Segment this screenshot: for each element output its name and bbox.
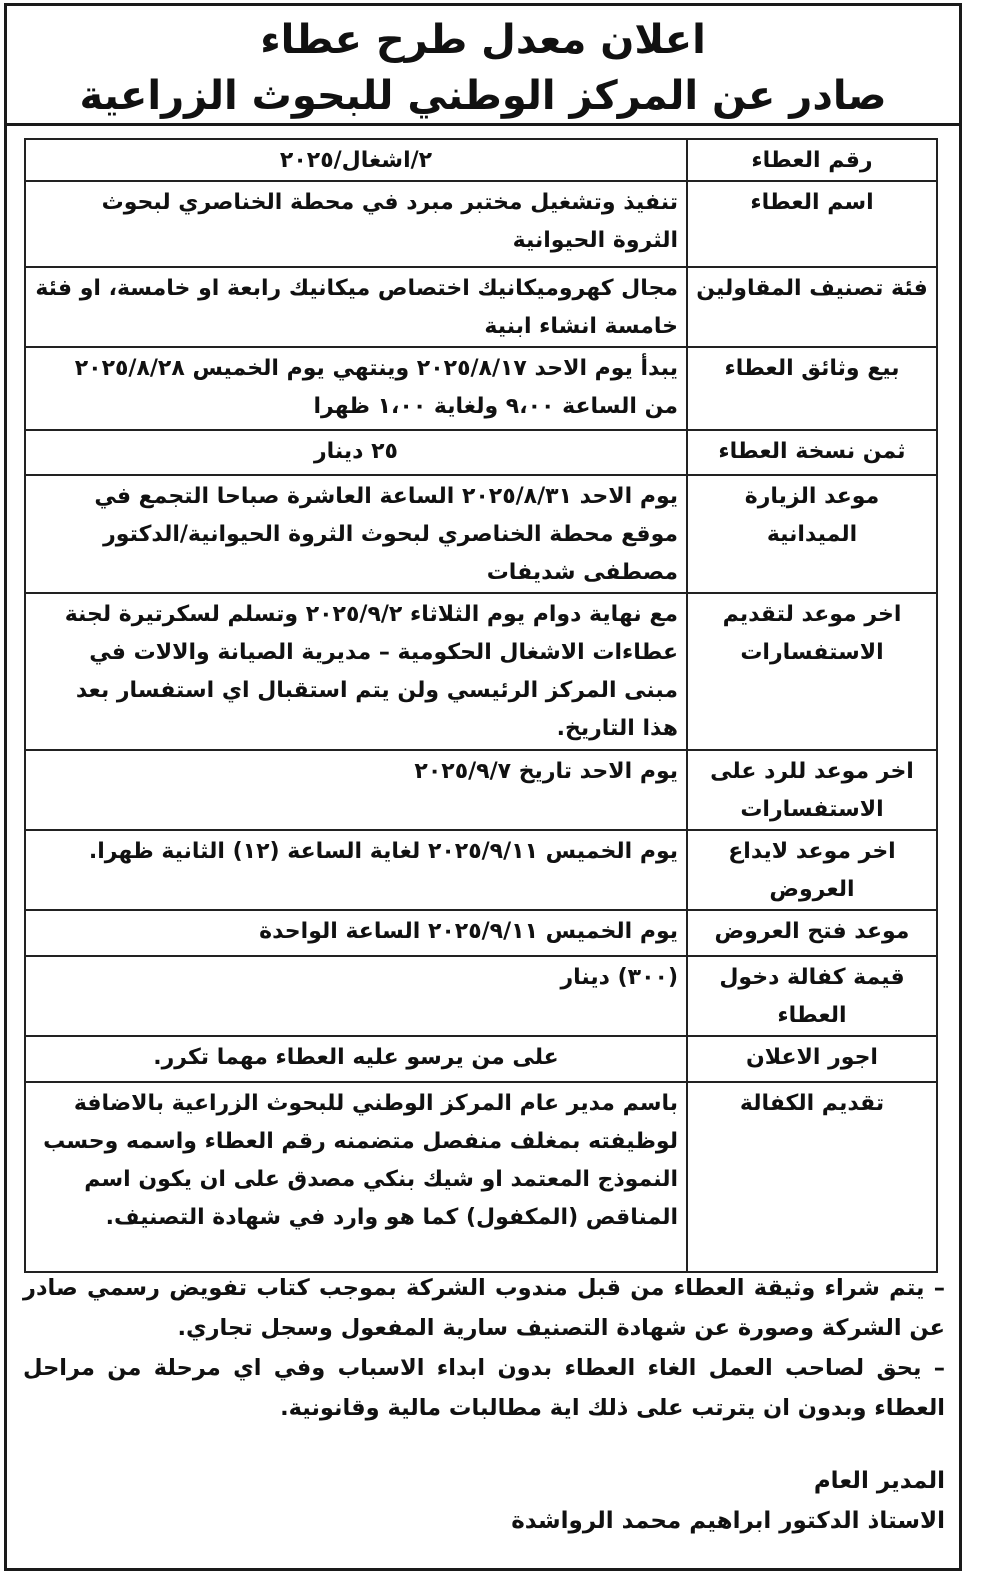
- table-row: [25, 1082, 937, 1272]
- row-label: موعد الزيارة الميدانية: [687, 475, 937, 593]
- row-value: ٢٥ دينار: [25, 430, 687, 475]
- signatory-name: الاستاذ الدكتور ابراهيم محمد الرواشدة: [511, 1508, 945, 1534]
- row-value: على من يرسو عليه العطاء مهما تكرر.: [25, 1036, 687, 1082]
- row-label: تقديم الكفالة: [687, 1082, 937, 1272]
- signatory-title: المدير العام: [813, 1468, 945, 1494]
- row-value: (٣٠٠) دينار: [25, 956, 687, 1036]
- row-label: اجور الاعلان: [687, 1036, 937, 1082]
- row-label: قيمة كفالة دخول العطاء: [687, 956, 937, 1036]
- row-value: يوم الاحد تاريخ ٢٠٢٥/٩/٧: [25, 750, 687, 830]
- issuer-title: صادر عن المركز الوطني للبحوث الزراعية: [79, 73, 887, 119]
- tender-details-table: [24, 138, 938, 1273]
- announcement-title: اعلان معدل طرح عطاء: [260, 17, 706, 63]
- announcement-page: [4, 3, 962, 1571]
- row-label: بيع وثائق العطاء: [687, 347, 937, 430]
- row-label: فئة تصنيف المقاولين: [687, 267, 937, 347]
- table-row: [25, 475, 937, 593]
- row-label: موعد فتح العروض: [687, 910, 937, 956]
- table-row: [25, 593, 937, 750]
- table-row: [25, 267, 937, 347]
- table-row: [25, 139, 937, 181]
- table-row: [25, 830, 937, 910]
- row-value: تنفيذ وتشغيل مختبر مبرد في محطة الخناصري لبحوث الثروة الحيوانية: [25, 181, 687, 267]
- row-value: باسم مدير عام المركز الوطني للبحوث الزراعية بالاضافة لوظيفته بمغلف منفصل متضمنه رقم العطاء واسمه وحسب النموذج المعتمد او شيك بنكي مصدق على ان يكون اسم المناقص (المكفول) كما هو وارد في شهادة التصنيف.: [25, 1082, 687, 1272]
- row-label: ثمن نسخة العطاء: [687, 430, 937, 475]
- row-value: ٢/اشغال/٢٠٢٥: [25, 139, 687, 181]
- row-value: يوم الخميس ٢٠٢٥/٩/١١ الساعة الواحدة: [25, 910, 687, 956]
- row-label: رقم العطاء: [687, 139, 937, 181]
- title-divider: [7, 123, 959, 126]
- note-cancellation-right: – يحق لصاحب العمل الغاء العطاء بدون ابداء الاسباب وفي اي مرحلة من مراحل العطاء وبدون ان يترتب على ذلك اية مطالبات مالية وقانونية.: [23, 1355, 945, 1421]
- notes-block: [23, 1268, 945, 1428]
- table-row: [25, 956, 937, 1036]
- row-value: مع نهاية دوام يوم الثلاثاء ٢٠٢٥/٩/٢ وتسلم لسكرتيرة لجنة عطاءات الاشغال الحكومية – مديرية الصيانة والالات في مبنى المركز الرئيسي ولن يتم استقبال اي استفسار بعد هذا التاريخ.: [25, 593, 687, 750]
- table-row: [25, 181, 937, 267]
- row-value: يوم الخميس ٢٠٢٥/٩/١١ لغاية الساعة (١٢) الثانية ظهرا.: [25, 830, 687, 910]
- table-row: [25, 430, 937, 475]
- title-block: [7, 6, 959, 122]
- table-row: [25, 347, 937, 430]
- table-row: [25, 750, 937, 830]
- row-value: يبدأ يوم الاحد ٢٠٢٥/٨/١٧ وينتهي يوم الخميس ٢٠٢٥/٨/٢٨ من الساعة ٩،٠٠ ولغاية ١،٠٠ ظهرا: [25, 347, 687, 430]
- signature-block: [511, 1461, 945, 1541]
- row-label: اخر موعد لتقديم الاستفسارات: [687, 593, 937, 750]
- table-row: [25, 1036, 937, 1082]
- row-label: اخر موعد لايداع العروض: [687, 830, 937, 910]
- row-value: يوم الاحد ٢٠٢٥/٨/٣١ الساعة العاشرة صباحا التجمع في موقع محطة الخناصري لبحوث الثروة الحيوانية/الدكتور مصطفى شديفات: [25, 475, 687, 593]
- row-value: مجال كهروميكانيك اختصاص ميكانيك رابعة او خامسة، او فئة خامسة انشاء ابنية: [25, 267, 687, 347]
- row-label: اخر موعد للرد على الاستفسارات: [687, 750, 937, 830]
- table-row: [25, 910, 937, 956]
- note-purchase-requirement: – يتم شراء وثيقة العطاء من قبل مندوب الشركة بموجب كتاب تفويض رسمي صادر عن الشركة وصورة عن شهادة التصنيف سارية المفعول وسجل تجاري.: [23, 1275, 945, 1341]
- row-label: اسم العطاء: [687, 181, 937, 267]
